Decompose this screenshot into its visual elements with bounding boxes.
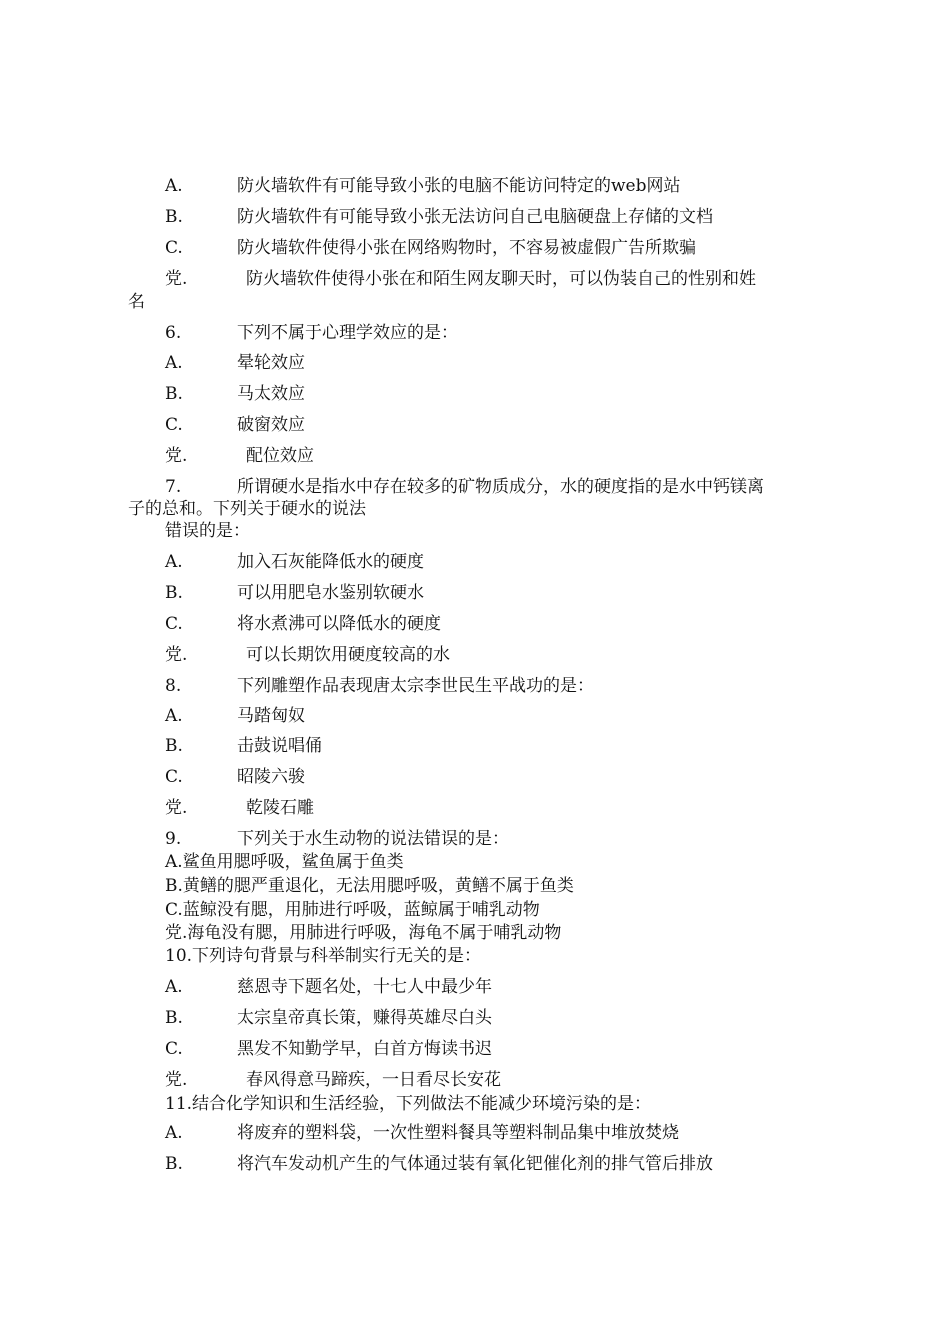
question-stem-continuation: 子的总和。下列关于硬水的说法 [128,499,366,519]
option-text: 马踏匈奴 [237,706,305,726]
option-label: 党. [165,798,188,818]
question-stem: 所谓硬水是指水中存在较多的矿物质成分，水的硬度指的是水中钙镁离 [237,477,764,497]
question-10-stem: 10.下列诗句背景与科举制实行无关的是： [165,946,482,966]
option-text: 击鼓说唱俑 [237,736,322,756]
question-number: 6. [165,323,182,343]
option-label: C. [165,238,183,258]
option-label: C. [165,1039,183,1059]
option-label: C. [165,767,183,787]
option-text: 加入石灰能降低水的硬度 [237,552,424,572]
question-11-stem: 11.结合化学知识和生活经验，下列做法不能减少环境污染的是： [165,1094,652,1114]
option-text: 防火墙软件使得小张在和陌生网友聊天时，可以伪装自己的性别和姓 [246,269,756,289]
option-text: 防火墙软件使得小张在网络购物时，不容易被虚假广告所欺骗 [237,238,696,258]
option-label: C. [165,415,183,435]
question-number: 8. [165,676,182,696]
question-number: 9. [165,829,182,849]
option-d: 党.海龟没有腮，用肺进行呼吸，海龟不属于哺乳动物 [165,923,562,943]
option-text: 将汽车发动机产生的气体通过装有氧化钯催化剂的排气管后排放 [237,1154,713,1174]
option-label: A. [165,977,183,997]
option-text: 可以用肥皂水鉴别软硬水 [237,583,424,603]
option-text: 慈恩寺下题名处，十七人中最少年 [237,977,492,997]
option-label: B. [165,207,183,227]
question-number: 7. [165,477,182,497]
option-b: B.黄鳝的腮严重退化，无法用腮呼吸，黄鳝不属于鱼类 [165,876,574,896]
option-text: 破窗效应 [237,415,305,435]
option-text: 可以长期饮用硬度较高的水 [246,645,450,665]
option-text: 将水煮沸可以降低水的硬度 [237,614,441,634]
option-label: B. [165,384,183,404]
option-label: A. [165,552,183,572]
question-stem-continuation: 错误的是： [165,521,250,541]
option-a: A.鲨鱼用腮呼吸，鲨鱼属于鱼类 [165,852,404,872]
option-label: B. [165,583,183,603]
option-text: 春风得意马蹄疾，一日看尽长安花 [246,1070,501,1090]
option-text: 防火墙软件有可能导致小张无法访问自己电脑硬盘上存储的文档 [237,207,713,227]
option-continuation: 名 [128,292,145,312]
option-label: A. [165,353,183,373]
option-text: 黑发不知勤学早，白首方悔读书迟 [237,1039,492,1059]
option-text: 将废弃的塑料袋，一次性塑料餐具等塑料制品集中堆放焚烧 [237,1123,679,1143]
question-stem: 下列关于水生动物的说法错误的是： [237,829,509,849]
option-label: C. [165,614,183,634]
option-label: A. [165,706,183,726]
question-stem: 下列雕塑作品表现唐太宗李世民生平战功的是： [237,676,594,696]
option-label: A. [165,176,183,196]
option-c: C.蓝鲸没有腮，用肺进行呼吸，蓝鲸属于哺乳动物 [165,900,540,920]
option-text: 昭陵六骏 [237,767,305,787]
option-text: 配位效应 [246,446,314,466]
option-label: 党. [165,645,188,665]
option-text: 太宗皇帝真长策，赚得英雄尽白头 [237,1008,492,1028]
option-text: 马太效应 [237,384,305,404]
option-text: 晕轮效应 [237,353,305,373]
question-stem: 下列不属于心理学效应的是： [237,323,458,343]
option-text: 乾陵石雕 [246,798,314,818]
option-label: 党. [165,269,188,289]
option-label: B. [165,1154,183,1174]
option-label: A. [165,1123,183,1143]
option-label: 党. [165,1070,188,1090]
option-text: 防火墙软件有可能导致小张的电脑不能访问特定的web网站 [237,176,681,196]
option-label: B. [165,736,183,756]
option-label: 党. [165,446,188,466]
option-label: B. [165,1008,183,1028]
